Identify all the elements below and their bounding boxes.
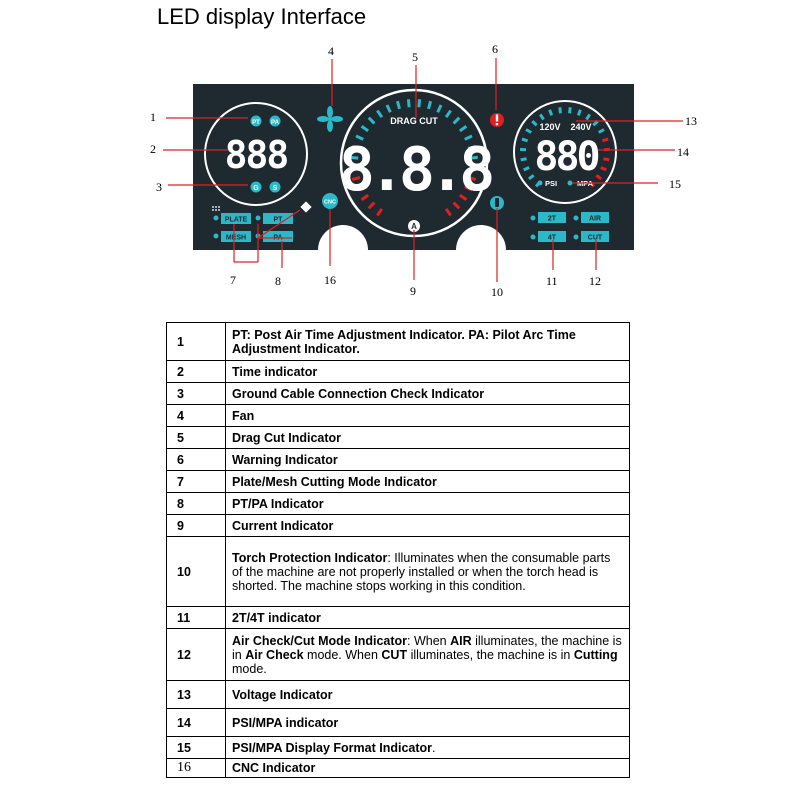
legend-text: : When <box>407 633 451 648</box>
legend-description <box>226 629 630 681</box>
legend-description <box>226 493 630 515</box>
legend-row <box>167 607 630 629</box>
scale-tick <box>602 139 608 141</box>
legend-description <box>226 361 630 383</box>
pt-badge-text: PT <box>252 120 260 126</box>
callout-5: 5 <box>412 50 418 64</box>
knob-left <box>318 225 368 275</box>
drag-cut-label: DRAG CUT <box>390 116 438 126</box>
legend-row <box>167 405 630 427</box>
scale-tick <box>560 107 561 113</box>
led-panel-diagram <box>0 0 800 320</box>
callout-14: 14 <box>677 145 689 159</box>
legend-description <box>226 449 630 471</box>
scale-tick <box>419 99 420 107</box>
legend-row <box>167 471 630 493</box>
legend-text: . <box>432 740 436 755</box>
pa-text: PA <box>273 234 283 242</box>
legend-heading: PT/PA Indicator <box>232 496 324 511</box>
voltage-120-label: 120V <box>539 122 561 132</box>
legend-table <box>166 322 630 778</box>
legend-row <box>167 427 630 449</box>
callout-4: 4 <box>328 44 334 58</box>
legend-number: 13 <box>167 681 226 709</box>
s-badge-text: S <box>272 185 278 192</box>
g-badge-text: G <box>253 185 259 192</box>
2t-text: 2T <box>547 215 557 223</box>
page-title: LED display Interface <box>157 4 367 29</box>
legend-emphasis: AIR <box>450 633 472 648</box>
legend-description <box>226 323 630 361</box>
legend-number: 14 <box>167 709 226 737</box>
legend-heading: Voltage Indicator <box>232 687 333 702</box>
legend-row <box>167 493 630 515</box>
legend-row <box>167 629 630 681</box>
legend-row <box>167 515 630 537</box>
legend-description <box>226 427 630 449</box>
cnc-text: CNC <box>324 199 336 206</box>
legend-description <box>226 515 630 537</box>
legend-number: 10 <box>167 537 226 607</box>
pressure-readout: 880 <box>534 134 598 180</box>
legend-row <box>167 709 630 737</box>
callout-15: 15 <box>669 177 681 191</box>
legend-emphasis: Cutting <box>573 647 618 662</box>
legend-number: 9 <box>167 515 226 537</box>
callout-2: 2 <box>150 142 156 156</box>
legend-text: illuminates, the machine is in <box>407 647 574 662</box>
legend-number: 11 <box>167 607 226 629</box>
plate-text: PLATE <box>224 216 248 224</box>
voltage-240-label: 240V <box>570 122 592 132</box>
psi-label: PSI <box>544 179 558 188</box>
callout-13: 13 <box>685 114 697 128</box>
legend-heading: CNC Indicator <box>232 761 316 775</box>
legend-description <box>226 537 630 607</box>
scale-tick <box>603 159 609 160</box>
legend-heading: Air Check/Cut Mode Indicator <box>232 633 408 648</box>
legend-heading: Current Indicator <box>232 518 334 533</box>
legend-row <box>167 537 630 607</box>
legend-heading: Plate/Mesh Cutting Mode Indicator <box>232 474 437 489</box>
scale-tick <box>397 101 399 109</box>
callout-11: 11 <box>546 274 558 288</box>
legend-description <box>226 759 630 778</box>
knob-right <box>456 225 506 275</box>
current-readout: 8.8.8 <box>338 135 490 205</box>
legend-heading: Torch Protection Indicator <box>232 550 388 565</box>
legend-number: 3 <box>167 383 226 405</box>
legend-text: mode. When <box>303 647 382 662</box>
scale-tick <box>550 110 552 116</box>
callout-12: 12 <box>589 274 601 288</box>
mpa-label: MPA <box>576 179 594 188</box>
legend-number: 4 <box>167 405 226 427</box>
legend-number: 8 <box>167 493 226 515</box>
legend-row <box>167 361 630 383</box>
legend-description <box>226 607 630 629</box>
legend-number: 5 <box>167 427 226 449</box>
legend-emphasis: CUT <box>381 647 408 662</box>
pa-badge-text: PA <box>271 120 279 126</box>
a-mark-text: A <box>411 222 417 231</box>
4t-text: 4T <box>547 234 557 242</box>
callout-1: 1 <box>150 110 156 124</box>
legend-row <box>167 681 630 709</box>
legend-row <box>167 737 630 759</box>
legend-description <box>226 709 630 737</box>
legend-number: 15 <box>167 737 226 759</box>
callout-16: 16 <box>324 273 336 287</box>
callout-3: 3 <box>156 180 162 194</box>
legend-description <box>226 383 630 405</box>
legend-row <box>167 383 630 405</box>
legend-text: mode. <box>232 661 267 676</box>
callout-8: 8 <box>275 274 281 288</box>
mesh-text: MESH <box>225 234 247 242</box>
legend-row <box>167 449 630 471</box>
time-readout: 888 <box>224 133 288 177</box>
callout-6: 6 <box>492 42 498 56</box>
scale-tick <box>521 159 527 160</box>
air-text: AIR <box>588 215 602 223</box>
legend-description <box>226 737 630 759</box>
legend-heading: Time indicator <box>232 364 318 379</box>
scale-tick <box>570 107 571 113</box>
legend-heading: Drag Cut Indicator <box>232 430 342 445</box>
legend-emphasis: Air Check <box>245 647 304 662</box>
legend-row <box>167 759 630 778</box>
scale-tick <box>522 139 528 141</box>
scale-tick <box>408 99 409 107</box>
legend-text: illuminates, the machine is in <box>232 633 622 662</box>
callout-10: 10 <box>491 285 503 299</box>
legend-heading: Warning Indicator <box>232 452 338 467</box>
legend-heading: PT: Post Air Time Adjustment Indicator. PA: Pilot Arc Time Adjustment Indicator. <box>232 327 576 356</box>
legend-heading: Fan <box>232 408 255 423</box>
legend-text: : Illuminates when the consumable parts of the machine are not properly installed or when the torch head is shorted. The machine stops working in this condition. <box>232 550 611 593</box>
legend-number: 16 <box>167 759 226 778</box>
legend-number: 12 <box>167 629 226 681</box>
cut-text: CUT <box>587 234 603 242</box>
legend-heading: 2T/4T indicator <box>232 610 321 625</box>
legend-number: 7 <box>167 471 226 493</box>
legend-heading: PSI/MPA indicator <box>232 715 339 730</box>
legend-heading: PSI/MPA Display Format Indicator <box>232 740 433 755</box>
legend-description <box>226 681 630 709</box>
legend-row <box>167 323 630 361</box>
pt-text: PT <box>273 216 283 224</box>
callout-7: 7 <box>230 273 236 287</box>
callout-9: 9 <box>410 284 416 298</box>
legend-description <box>226 405 630 427</box>
legend-number: 1 <box>167 323 226 361</box>
scale-tick <box>578 110 580 116</box>
legend-heading: Ground Cable Connection Check Indicator <box>232 386 485 401</box>
legend-number: 2 <box>167 361 226 383</box>
scale-tick <box>428 101 430 109</box>
legend-description <box>226 471 630 493</box>
legend-number: 6 <box>167 449 226 471</box>
